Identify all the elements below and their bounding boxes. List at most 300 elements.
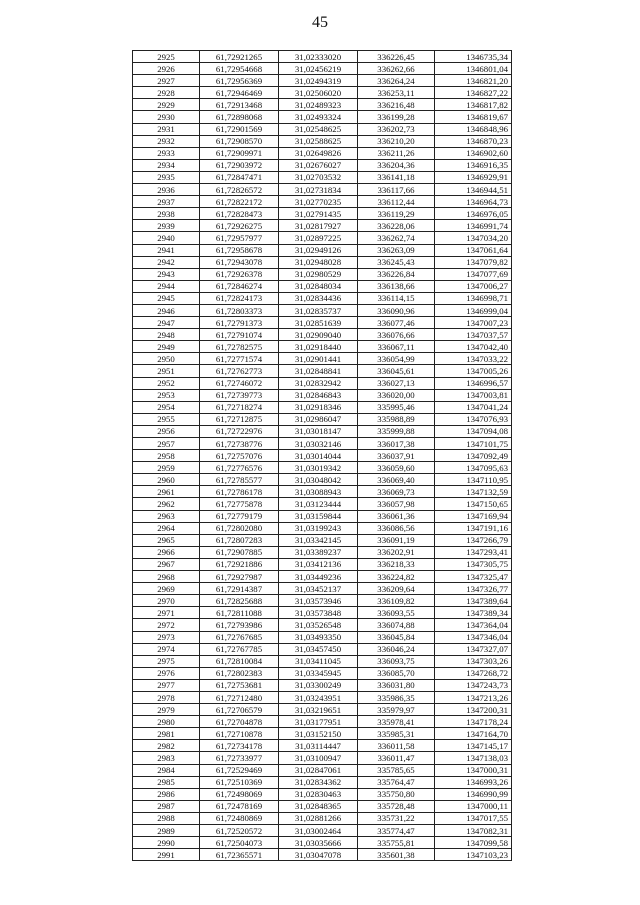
y-coordinate-cell: 1347034,20 — [435, 232, 512, 244]
latitude-cell: 61,72921886 — [200, 558, 279, 570]
table-row — [133, 256, 512, 268]
latitude-cell: 61,72775878 — [200, 498, 279, 510]
longitude-cell: 31,02980529 — [279, 268, 358, 280]
point-number-cell: 2957 — [133, 438, 200, 450]
point-number-cell: 2951 — [133, 365, 200, 377]
table-row — [133, 583, 512, 595]
x-coordinate-cell: 336226,45 — [358, 51, 435, 63]
x-coordinate-cell: 336074,88 — [358, 619, 435, 631]
table-row — [133, 292, 512, 304]
longitude-cell: 31,02548625 — [279, 123, 358, 135]
point-number-cell: 2944 — [133, 280, 200, 292]
table-row — [133, 87, 512, 99]
longitude-cell: 31,03573848 — [279, 607, 358, 619]
y-coordinate-cell: 1347325,47 — [435, 571, 512, 583]
point-number-cell: 2990 — [133, 837, 200, 849]
y-coordinate-cell: 1347169,94 — [435, 510, 512, 522]
table-row — [133, 389, 512, 401]
x-coordinate-cell: 336202,73 — [358, 123, 435, 135]
x-coordinate-cell: 336093,55 — [358, 607, 435, 619]
point-number-cell: 2972 — [133, 619, 200, 631]
x-coordinate-cell: 336069,40 — [358, 474, 435, 486]
y-coordinate-cell: 1347005,26 — [435, 365, 512, 377]
x-coordinate-cell: 336263,09 — [358, 244, 435, 256]
x-coordinate-cell: 335601,38 — [358, 849, 435, 861]
latitude-cell: 61,72510369 — [200, 776, 279, 788]
x-coordinate-cell: 336202,91 — [358, 546, 435, 558]
x-coordinate-cell: 335728,48 — [358, 800, 435, 812]
table-row — [133, 679, 512, 691]
point-number-cell: 2982 — [133, 740, 200, 752]
table-row — [133, 607, 512, 619]
point-number-cell: 2933 — [133, 147, 200, 159]
y-coordinate-cell: 1347164,70 — [435, 728, 512, 740]
y-coordinate-cell: 1346964,73 — [435, 196, 512, 208]
latitude-cell: 61,72757076 — [200, 450, 279, 462]
point-number-cell: 2983 — [133, 752, 200, 764]
point-number-cell: 2975 — [133, 655, 200, 667]
longitude-cell: 31,02834436 — [279, 292, 358, 304]
y-coordinate-cell: 1347041,24 — [435, 401, 512, 413]
longitude-cell: 31,02493324 — [279, 111, 358, 123]
x-coordinate-cell: 336209,64 — [358, 583, 435, 595]
table-row — [133, 268, 512, 280]
point-number-cell: 2928 — [133, 87, 200, 99]
table-row — [133, 304, 512, 316]
latitude-cell: 61,72753681 — [200, 679, 279, 691]
x-coordinate-cell: 336114,15 — [358, 292, 435, 304]
latitude-cell: 61,72909971 — [200, 147, 279, 159]
latitude-cell: 61,72926378 — [200, 268, 279, 280]
x-coordinate-cell: 336141,18 — [358, 171, 435, 183]
y-coordinate-cell: 1347364,04 — [435, 619, 512, 631]
x-coordinate-cell: 335985,31 — [358, 728, 435, 740]
table-row — [133, 329, 512, 341]
point-number-cell: 2948 — [133, 329, 200, 341]
point-number-cell: 2976 — [133, 667, 200, 679]
latitude-cell: 61,72504073 — [200, 837, 279, 849]
latitude-cell: 61,72957977 — [200, 232, 279, 244]
page-number: 45 — [312, 14, 328, 31]
point-number-cell: 2939 — [133, 220, 200, 232]
point-number-cell: 2955 — [133, 413, 200, 425]
longitude-cell: 31,02949126 — [279, 244, 358, 256]
longitude-cell: 31,03047078 — [279, 849, 358, 861]
x-coordinate-cell: 336069,73 — [358, 486, 435, 498]
table-row — [133, 232, 512, 244]
point-number-cell: 2954 — [133, 401, 200, 413]
table-row — [133, 571, 512, 583]
x-coordinate-cell: 335731,22 — [358, 812, 435, 824]
table-row — [133, 135, 512, 147]
point-number-cell: 2938 — [133, 208, 200, 220]
longitude-cell: 31,03032146 — [279, 438, 358, 450]
longitude-cell: 31,02847061 — [279, 764, 358, 776]
x-coordinate-cell: 335986,35 — [358, 691, 435, 703]
latitude-cell: 61,72903972 — [200, 159, 279, 171]
y-coordinate-cell: 1346976,05 — [435, 208, 512, 220]
y-coordinate-cell: 1346996,57 — [435, 377, 512, 389]
x-coordinate-cell: 336045,84 — [358, 631, 435, 643]
latitude-cell: 61,72779179 — [200, 510, 279, 522]
x-coordinate-cell: 335750,80 — [358, 788, 435, 800]
point-number-cell: 2971 — [133, 607, 200, 619]
x-coordinate-cell: 336216,48 — [358, 99, 435, 111]
point-number-cell: 2929 — [133, 99, 200, 111]
y-coordinate-cell: 1347094,08 — [435, 425, 512, 437]
table-row — [133, 716, 512, 728]
table-row — [133, 99, 512, 111]
latitude-cell: 61,72803373 — [200, 304, 279, 316]
latitude-cell: 61,72733977 — [200, 752, 279, 764]
table-row — [133, 220, 512, 232]
point-number-cell: 2979 — [133, 704, 200, 716]
longitude-cell: 31,03452137 — [279, 583, 358, 595]
table-row — [133, 667, 512, 679]
latitude-cell: 61,72954668 — [200, 63, 279, 75]
table-row — [133, 728, 512, 740]
latitude-cell: 61,72722976 — [200, 425, 279, 437]
latitude-cell: 61,72921265 — [200, 51, 279, 63]
longitude-cell: 31,02909040 — [279, 329, 358, 341]
latitude-cell: 61,72782575 — [200, 341, 279, 353]
x-coordinate-cell: 336253,11 — [358, 87, 435, 99]
latitude-cell: 61,72520572 — [200, 825, 279, 837]
longitude-cell: 31,03048042 — [279, 474, 358, 486]
longitude-cell: 31,03152150 — [279, 728, 358, 740]
longitude-cell: 31,03088943 — [279, 486, 358, 498]
longitude-cell: 31,03014044 — [279, 450, 358, 462]
y-coordinate-cell: 1347095,63 — [435, 462, 512, 474]
table-row — [133, 208, 512, 220]
table-row — [133, 63, 512, 75]
y-coordinate-cell: 1347099,58 — [435, 837, 512, 849]
longitude-cell: 31,02918440 — [279, 341, 358, 353]
y-coordinate-cell: 1347326,77 — [435, 583, 512, 595]
table-row — [133, 486, 512, 498]
y-coordinate-cell: 1347000,11 — [435, 800, 512, 812]
x-coordinate-cell: 336204,36 — [358, 159, 435, 171]
point-number-cell: 2941 — [133, 244, 200, 256]
table-row — [133, 159, 512, 171]
table-row — [133, 510, 512, 522]
latitude-cell: 61,72793986 — [200, 619, 279, 631]
table-row — [133, 812, 512, 824]
x-coordinate-cell: 335999,88 — [358, 425, 435, 437]
longitude-cell: 31,02835737 — [279, 304, 358, 316]
y-coordinate-cell: 1346929,91 — [435, 171, 512, 183]
point-number-cell: 2978 — [133, 691, 200, 703]
x-coordinate-cell: 336262,66 — [358, 63, 435, 75]
longitude-cell: 31,03002464 — [279, 825, 358, 837]
point-number-cell: 2926 — [133, 63, 200, 75]
x-coordinate-cell: 336011,58 — [358, 740, 435, 752]
table-row — [133, 111, 512, 123]
x-coordinate-cell: 335979,97 — [358, 704, 435, 716]
latitude-cell: 61,72807283 — [200, 534, 279, 546]
y-coordinate-cell: 1347017,55 — [435, 812, 512, 824]
longitude-cell: 31,03411045 — [279, 655, 358, 667]
longitude-cell: 31,03123444 — [279, 498, 358, 510]
table-row — [133, 595, 512, 607]
x-coordinate-cell: 336262,74 — [358, 232, 435, 244]
latitude-cell: 61,72946469 — [200, 87, 279, 99]
table-row — [133, 655, 512, 667]
longitude-cell: 31,02918346 — [279, 401, 358, 413]
longitude-cell: 31,03449236 — [279, 571, 358, 583]
x-coordinate-cell: 336057,98 — [358, 498, 435, 510]
longitude-cell: 31,02791435 — [279, 208, 358, 220]
longitude-cell: 31,02817927 — [279, 220, 358, 232]
latitude-cell: 61,72907885 — [200, 546, 279, 558]
table-row — [133, 244, 512, 256]
longitude-cell: 31,03177951 — [279, 716, 358, 728]
longitude-cell: 31,02881266 — [279, 812, 358, 824]
point-number-cell: 2977 — [133, 679, 200, 691]
y-coordinate-cell: 1347082,31 — [435, 825, 512, 837]
table-row — [133, 631, 512, 643]
y-coordinate-cell: 1347213,26 — [435, 691, 512, 703]
table-row — [133, 171, 512, 183]
point-number-cell: 2952 — [133, 377, 200, 389]
table-row — [133, 522, 512, 534]
table-row — [133, 196, 512, 208]
y-coordinate-cell: 1347327,07 — [435, 643, 512, 655]
table-row — [133, 123, 512, 135]
latitude-cell: 61,72791074 — [200, 329, 279, 341]
latitude-cell: 61,72776576 — [200, 462, 279, 474]
table-row — [133, 280, 512, 292]
point-number-cell: 2981 — [133, 728, 200, 740]
latitude-cell: 61,72956369 — [200, 75, 279, 87]
latitude-cell: 61,72943078 — [200, 256, 279, 268]
y-coordinate-cell: 1346999,04 — [435, 304, 512, 316]
table-row — [133, 643, 512, 655]
latitude-cell: 61,72822172 — [200, 196, 279, 208]
longitude-cell: 31,02333020 — [279, 51, 358, 63]
longitude-cell: 31,03035666 — [279, 837, 358, 849]
x-coordinate-cell: 336109,82 — [358, 595, 435, 607]
latitude-cell: 61,72739773 — [200, 389, 279, 401]
point-number-cell: 2930 — [133, 111, 200, 123]
y-coordinate-cell: 1346990,99 — [435, 788, 512, 800]
longitude-cell: 31,03457450 — [279, 643, 358, 655]
latitude-cell: 61,72926275 — [200, 220, 279, 232]
latitude-cell: 61,72913468 — [200, 99, 279, 111]
table-row — [133, 800, 512, 812]
y-coordinate-cell: 1347000,31 — [435, 764, 512, 776]
point-number-cell: 2936 — [133, 184, 200, 196]
longitude-cell: 31,03219651 — [279, 704, 358, 716]
latitude-cell: 61,72498069 — [200, 788, 279, 800]
y-coordinate-cell: 1347006,27 — [435, 280, 512, 292]
latitude-cell: 61,72785577 — [200, 474, 279, 486]
longitude-cell: 31,03526548 — [279, 619, 358, 631]
y-coordinate-cell: 1347266,79 — [435, 534, 512, 546]
point-number-cell: 2968 — [133, 571, 200, 583]
longitude-cell: 31,03159844 — [279, 510, 358, 522]
longitude-cell: 31,02851639 — [279, 317, 358, 329]
table-row — [133, 558, 512, 570]
longitude-cell: 31,02986047 — [279, 413, 358, 425]
longitude-cell: 31,02489323 — [279, 99, 358, 111]
table-row — [133, 341, 512, 353]
x-coordinate-cell: 336020,00 — [358, 389, 435, 401]
longitude-cell: 31,03389237 — [279, 546, 358, 558]
table-row — [133, 317, 512, 329]
table-row — [133, 788, 512, 800]
latitude-cell: 61,72791373 — [200, 317, 279, 329]
latitude-cell: 61,72958678 — [200, 244, 279, 256]
point-number-cell: 2934 — [133, 159, 200, 171]
point-number-cell: 2946 — [133, 304, 200, 316]
latitude-cell: 61,72898068 — [200, 111, 279, 123]
point-number-cell: 2943 — [133, 268, 200, 280]
x-coordinate-cell: 336059,60 — [358, 462, 435, 474]
latitude-cell: 61,72825688 — [200, 595, 279, 607]
point-number-cell: 2962 — [133, 498, 200, 510]
x-coordinate-cell: 336011,47 — [358, 752, 435, 764]
table-row — [133, 825, 512, 837]
point-number-cell: 2947 — [133, 317, 200, 329]
y-coordinate-cell: 1347145,17 — [435, 740, 512, 752]
y-coordinate-cell: 1347037,57 — [435, 329, 512, 341]
y-coordinate-cell: 1347110,95 — [435, 474, 512, 486]
table-row — [133, 51, 512, 63]
latitude-cell: 61,72846274 — [200, 280, 279, 292]
point-number-cell: 2965 — [133, 534, 200, 546]
longitude-cell: 31,03493350 — [279, 631, 358, 643]
longitude-cell: 31,03018147 — [279, 425, 358, 437]
y-coordinate-cell: 1347132,59 — [435, 486, 512, 498]
table-row — [133, 534, 512, 546]
x-coordinate-cell: 336117,66 — [358, 184, 435, 196]
x-coordinate-cell: 336085,70 — [358, 667, 435, 679]
x-coordinate-cell: 336067,11 — [358, 341, 435, 353]
x-coordinate-cell: 336211,26 — [358, 147, 435, 159]
x-coordinate-cell: 336091,19 — [358, 534, 435, 546]
table-row — [133, 837, 512, 849]
y-coordinate-cell: 1347042,40 — [435, 341, 512, 353]
longitude-cell: 31,02456219 — [279, 63, 358, 75]
table-row — [133, 365, 512, 377]
latitude-cell: 61,72712480 — [200, 691, 279, 703]
y-coordinate-cell: 1347007,23 — [435, 317, 512, 329]
latitude-cell: 61,72914387 — [200, 583, 279, 595]
y-coordinate-cell: 1347303,26 — [435, 655, 512, 667]
longitude-cell: 31,02834362 — [279, 776, 358, 788]
latitude-cell: 61,72734178 — [200, 740, 279, 752]
point-number-cell: 2986 — [133, 788, 200, 800]
longitude-cell: 31,03300249 — [279, 679, 358, 691]
x-coordinate-cell: 336093,75 — [358, 655, 435, 667]
longitude-cell: 31,03019342 — [279, 462, 358, 474]
point-number-cell: 2960 — [133, 474, 200, 486]
table-row — [133, 462, 512, 474]
table-row — [133, 474, 512, 486]
x-coordinate-cell: 336086,56 — [358, 522, 435, 534]
x-coordinate-cell: 336037,91 — [358, 450, 435, 462]
longitude-cell: 31,02494319 — [279, 75, 358, 87]
longitude-cell: 31,03345945 — [279, 667, 358, 679]
table-row — [133, 691, 512, 703]
point-number-cell: 2988 — [133, 812, 200, 824]
longitude-cell: 31,03243951 — [279, 691, 358, 703]
longitude-cell: 31,03573946 — [279, 595, 358, 607]
longitude-cell: 31,02676027 — [279, 159, 358, 171]
x-coordinate-cell: 336245,43 — [358, 256, 435, 268]
table-row — [133, 147, 512, 159]
point-number-cell: 2931 — [133, 123, 200, 135]
latitude-cell: 61,72811088 — [200, 607, 279, 619]
point-number-cell: 2969 — [133, 583, 200, 595]
x-coordinate-cell: 336138,66 — [358, 280, 435, 292]
point-number-cell: 2989 — [133, 825, 200, 837]
longitude-cell: 31,03342145 — [279, 534, 358, 546]
table-row — [133, 438, 512, 450]
y-coordinate-cell: 1346801,04 — [435, 63, 512, 75]
point-number-cell: 2973 — [133, 631, 200, 643]
latitude-cell: 61,72718274 — [200, 401, 279, 413]
longitude-cell: 31,02897225 — [279, 232, 358, 244]
latitude-cell: 61,72771574 — [200, 353, 279, 365]
x-coordinate-cell: 336090,96 — [358, 304, 435, 316]
x-coordinate-cell: 336046,24 — [358, 643, 435, 655]
y-coordinate-cell: 1346821,20 — [435, 75, 512, 87]
point-number-cell: 2958 — [133, 450, 200, 462]
x-coordinate-cell: 336112,44 — [358, 196, 435, 208]
x-coordinate-cell: 336199,28 — [358, 111, 435, 123]
longitude-cell: 31,02832942 — [279, 377, 358, 389]
latitude-cell: 61,72786178 — [200, 486, 279, 498]
x-coordinate-cell: 336031,80 — [358, 679, 435, 691]
table-row — [133, 849, 512, 861]
x-coordinate-cell: 336228,06 — [358, 220, 435, 232]
table-row — [133, 752, 512, 764]
y-coordinate-cell: 1347076,93 — [435, 413, 512, 425]
longitude-cell: 31,02830463 — [279, 788, 358, 800]
longitude-cell: 31,02770235 — [279, 196, 358, 208]
point-number-cell: 2966 — [133, 546, 200, 558]
longitude-cell: 31,02846843 — [279, 389, 358, 401]
point-number-cell: 2925 — [133, 51, 200, 63]
latitude-cell: 61,72704878 — [200, 716, 279, 728]
point-number-cell: 2985 — [133, 776, 200, 788]
y-coordinate-cell: 1347092,49 — [435, 450, 512, 462]
x-coordinate-cell: 336017,38 — [358, 438, 435, 450]
x-coordinate-cell: 336226,84 — [358, 268, 435, 280]
point-number-cell: 2950 — [133, 353, 200, 365]
table-row — [133, 413, 512, 425]
y-coordinate-cell: 1347293,41 — [435, 546, 512, 558]
latitude-cell: 61,72767785 — [200, 643, 279, 655]
y-coordinate-cell: 1346817,82 — [435, 99, 512, 111]
y-coordinate-cell: 1347200,31 — [435, 704, 512, 716]
point-number-cell: 2949 — [133, 341, 200, 353]
y-coordinate-cell: 1346998,71 — [435, 292, 512, 304]
y-coordinate-cell: 1347003,81 — [435, 389, 512, 401]
y-coordinate-cell: 1347305,75 — [435, 558, 512, 570]
table-row — [133, 425, 512, 437]
latitude-cell: 61,72478169 — [200, 800, 279, 812]
x-coordinate-cell: 335755,81 — [358, 837, 435, 849]
y-coordinate-cell: 1347061,64 — [435, 244, 512, 256]
longitude-cell: 31,02901441 — [279, 353, 358, 365]
x-coordinate-cell: 336027,13 — [358, 377, 435, 389]
table-row — [133, 401, 512, 413]
y-coordinate-cell: 1346735,34 — [435, 51, 512, 63]
point-number-cell: 2964 — [133, 522, 200, 534]
